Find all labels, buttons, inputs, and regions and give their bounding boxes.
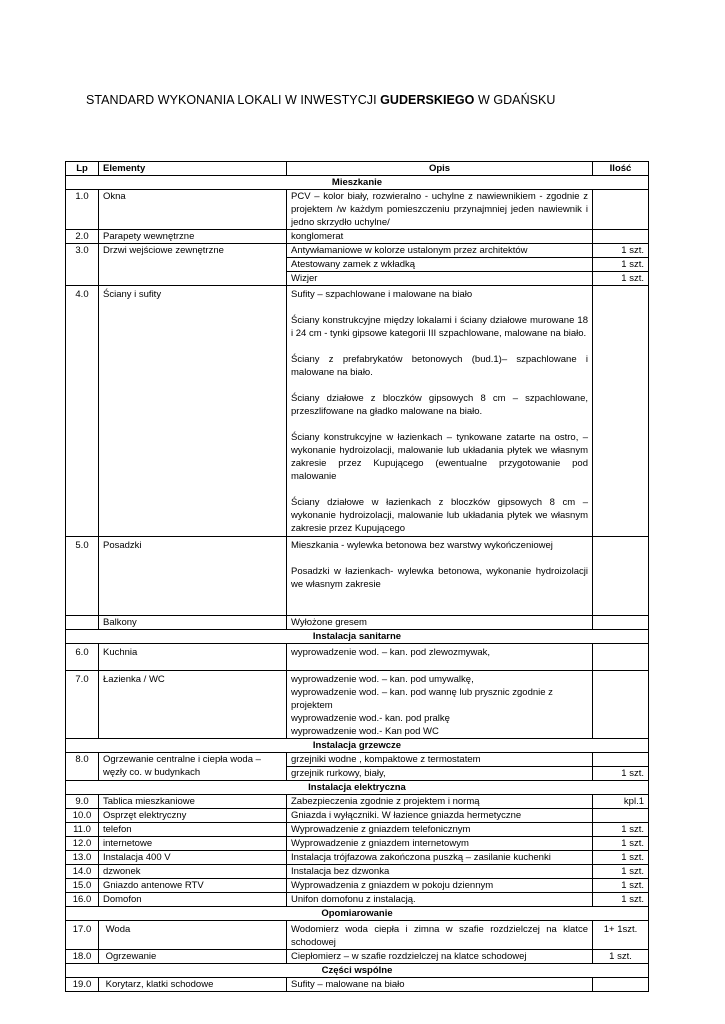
header-lp: Lp <box>66 162 99 176</box>
opis-line: wyprowadzenie wod.- kan. pod pralkę <box>291 713 450 724</box>
table-row <box>66 230 649 244</box>
cell-element: Balkony <box>99 616 287 630</box>
section-row <box>66 964 649 978</box>
table-row <box>66 190 649 230</box>
cell-opis: Wyłożone gresem <box>287 616 593 630</box>
cell-lp: 18.0 <box>66 950 99 964</box>
cell-opis: Instalacja trójfazowa zakończona puszką – zasilanie kuchenki <box>287 851 593 865</box>
cell-opis: Wyprowadzenie z gniazdem internetowym <box>287 837 593 851</box>
cell-element: Okna <box>99 190 287 230</box>
cell-ilosc: 1 szt. <box>593 837 649 851</box>
cell-ilosc: 1+ 1szt. <box>593 921 649 950</box>
section-opomiarowanie: Opomiarowanie <box>66 907 649 921</box>
section-row <box>66 907 649 921</box>
table-row <box>66 244 649 258</box>
cell-element: Osprzęt elektryczny <box>99 809 287 823</box>
cell-opis: Unifon domofonu z instalacją. <box>287 893 593 907</box>
table-row <box>66 865 649 879</box>
opis-paragraph: Ściany konstrukcyjne w łazienkach – tynkowane zatarte na ostro, – wykonanie hydroizolacji, malowanie lub układania płytek we własnym zakresie przez Kupującego (ewentualne przygotowanie pod malowanie <box>291 432 588 482</box>
title-bold: GUDERSKIEGO <box>380 93 475 107</box>
cell-ilosc <box>593 753 649 767</box>
cell-ilosc: 1 szt. <box>593 851 649 865</box>
cell-ilosc <box>593 286 649 537</box>
cell-opis: Gniazda i wyłączniki. W łazience gniazda hermetyczne <box>287 809 593 823</box>
title-prefix: STANDARD WYKONANIA LOKALI W INWESTYCJI <box>86 93 381 107</box>
table-row <box>66 753 649 767</box>
cell-lp: 3.0 <box>66 244 99 286</box>
cell-element: internetowe <box>99 837 287 851</box>
document-title <box>86 93 646 107</box>
table-row <box>66 823 649 837</box>
opis-paragraph: Posadzki w łazienkach- wylewka betonowa, wykonanie hydroizolacji we własnym zakresie <box>291 566 588 590</box>
cell-opis: wyprowadzenie wod. – kan. pod zlewozmywak, <box>287 644 593 671</box>
cell-element: Posadzki <box>99 537 287 616</box>
table-row <box>66 851 649 865</box>
cell-opis: Ciepłomierz – w szafie rozdzielczej na klatce schodowej <box>287 950 593 964</box>
section-row <box>66 630 649 644</box>
cell-element: Korytarz, klatki schodowe <box>99 978 287 992</box>
cell-opis: grzejniki wodne , kompaktowe z termostatem <box>287 753 593 767</box>
cell-lp: 9.0 <box>66 795 99 809</box>
cell-lp: 4.0 <box>66 286 99 537</box>
cell-ilosc: 1 szt. <box>593 950 649 964</box>
table-row <box>66 671 649 739</box>
table-row <box>66 644 649 671</box>
cell-element: Drzwi wejściowe zewnętrzne <box>99 244 287 286</box>
table-row <box>66 950 649 964</box>
cell-element: Parapety wewnętrzne <box>99 230 287 244</box>
cell-lp: 6.0 <box>66 644 99 671</box>
standard-table <box>65 161 649 992</box>
header-ilosc: Ilość <box>593 162 649 176</box>
cell-opis: Sufity – malowane na biało <box>287 978 593 992</box>
cell-lp: 15.0 <box>66 879 99 893</box>
cell-element: dzwonek <box>99 865 287 879</box>
cell-lp: 14.0 <box>66 865 99 879</box>
cell-lp: 11.0 <box>66 823 99 837</box>
cell-ilosc <box>593 190 649 230</box>
cell-ilosc: 1 szt. <box>593 823 649 837</box>
cell-lp: 2.0 <box>66 230 99 244</box>
section-row <box>66 781 649 795</box>
cell-ilosc <box>593 809 649 823</box>
opis-line: wyprowadzenie wod. – kan. pod umywalkę, <box>291 674 474 685</box>
cell-lp: 19.0 <box>66 978 99 992</box>
cell-opis: Antywłamaniowe w kolorze ustalonym przez architektów <box>287 244 593 258</box>
table-row <box>66 893 649 907</box>
header-opis: Opis <box>287 162 593 176</box>
cell-opis: Atestowany zamek z wkładką <box>287 258 593 272</box>
section-wspolne: Części wspólne <box>66 964 649 978</box>
table-row <box>66 978 649 992</box>
table-row <box>66 879 649 893</box>
opis-paragraph: Ściany działowe z bloczków gipsowych 8 cm – szpachlowane, przeszlifowane na gładko malowane na biało. <box>291 393 588 417</box>
cell-opis <box>287 671 593 739</box>
cell-opis: Zabezpieczenia zgodnie z projektem i normą <box>287 795 593 809</box>
cell-opis: Wizjer <box>287 272 593 286</box>
cell-opis: grzejnik rurkowy, biały, <box>287 767 593 781</box>
cell-ilosc: 1 szt. <box>593 258 649 272</box>
cell-opis <box>287 537 593 616</box>
opis-paragraph: Sufity – szpachlowane i malowane na biało <box>291 289 473 300</box>
cell-opis <box>287 286 593 537</box>
table-row <box>66 837 649 851</box>
header-row <box>66 162 649 176</box>
cell-element: Woda <box>99 921 287 950</box>
cell-lp: 10.0 <box>66 809 99 823</box>
opis-line: wyprowadzenie wod.- Kan pod WC <box>291 726 439 737</box>
cell-ilosc <box>593 671 649 739</box>
cell-element: Ogrzewanie <box>99 950 287 964</box>
section-row <box>66 739 649 753</box>
cell-element: Ogrzewanie centralne i ciepła woda – węzły co. w budynkach <box>99 753 287 781</box>
opis-paragraph: Mieszkania - wylewka betonowa bez warstwy wykończeniowej <box>291 540 553 551</box>
opis-paragraph: Ściany działowe w łazienkach z bloczków gipsowych 8 cm – wykonanie hydroizolacji, malowanie lub układania płytek we własnym zakresie przez Kupującego <box>291 497 588 534</box>
cell-lp: 7.0 <box>66 671 99 739</box>
cell-ilosc: 1 szt. <box>593 865 649 879</box>
table-row <box>66 795 649 809</box>
opis-paragraph: Ściany konstrukcyjne między lokalami i ściany działowe murowane 18 i 24 cm - tynki gipsowe kategorii III szpachlowane, malowane na biało. <box>291 315 588 339</box>
cell-ilosc: kpl.1 <box>593 795 649 809</box>
cell-ilosc: 1 szt. <box>593 767 649 781</box>
cell-lp: 17.0 <box>66 921 99 950</box>
section-elektryczna: Instalacja elektryczna <box>66 781 649 795</box>
cell-ilosc: 1 szt. <box>593 272 649 286</box>
section-mieszkanie: Mieszkanie <box>66 176 649 190</box>
cell-ilosc: 1 szt. <box>593 879 649 893</box>
table-row <box>66 286 649 537</box>
section-row <box>66 176 649 190</box>
cell-lp: 5.0 <box>66 537 99 616</box>
cell-element: Instalacja 400 V <box>99 851 287 865</box>
cell-element: Gniazdo antenowe RTV <box>99 879 287 893</box>
table-row <box>66 809 649 823</box>
cell-lp: 13.0 <box>66 851 99 865</box>
cell-ilosc <box>593 616 649 630</box>
cell-lp: 12.0 <box>66 837 99 851</box>
cell-ilosc <box>593 537 649 616</box>
cell-ilosc <box>593 978 649 992</box>
cell-element: Domofon <box>99 893 287 907</box>
table-row <box>66 616 649 630</box>
title-suffix: W GDAŃSKU <box>474 93 556 107</box>
cell-element: Łazienka / WC <box>99 671 287 739</box>
table-row <box>66 921 649 950</box>
cell-opis: Wodomierz woda ciepła i zimna w szafie rozdzielczej na klatce schodowej <box>287 921 593 950</box>
cell-ilosc <box>593 230 649 244</box>
cell-element: telefon <box>99 823 287 837</box>
section-sanitarne: Instalacja sanitarne <box>66 630 649 644</box>
cell-ilosc: 1 szt. <box>593 893 649 907</box>
opis-line: wyprowadzenie wod. – kan. pod wannę lub prysznic zgodnie z projektem <box>291 687 553 711</box>
cell-element: Tablica mieszkaniowe <box>99 795 287 809</box>
cell-opis: Wyprowadzenia z gniazdem w pokoju dziennym <box>287 879 593 893</box>
cell-opis: PCV – kolor biały, rozwieralno - uchylne z nawiewnikiem - zgodnie z projektem /w każdym pomieszczeniu przynajmniej jeden nawiewnik i jedno skrzydło uchylne/ <box>287 190 593 230</box>
cell-ilosc: 1 szt. <box>593 244 649 258</box>
opis-paragraph: Ściany z prefabrykatów betonowych (bud.1)– szpachlowane i malowane na biało. <box>291 354 588 378</box>
cell-lp: 8.0 <box>66 753 99 781</box>
cell-lp: 1.0 <box>66 190 99 230</box>
cell-ilosc <box>593 644 649 671</box>
cell-opis: Wyprowadzenie z gniazdem telefonicznym <box>287 823 593 837</box>
cell-element: Kuchnia <box>99 644 287 671</box>
cell-element: Ściany i sufity <box>99 286 287 537</box>
table-row <box>66 537 649 616</box>
cell-opis: Instalacja bez dzwonka <box>287 865 593 879</box>
cell-opis: konglomerat <box>287 230 593 244</box>
header-elementy: Elementy <box>99 162 287 176</box>
cell-lp: 16.0 <box>66 893 99 907</box>
section-grzewcze: Instalacja grzewcze <box>66 739 649 753</box>
cell-lp <box>66 616 99 630</box>
